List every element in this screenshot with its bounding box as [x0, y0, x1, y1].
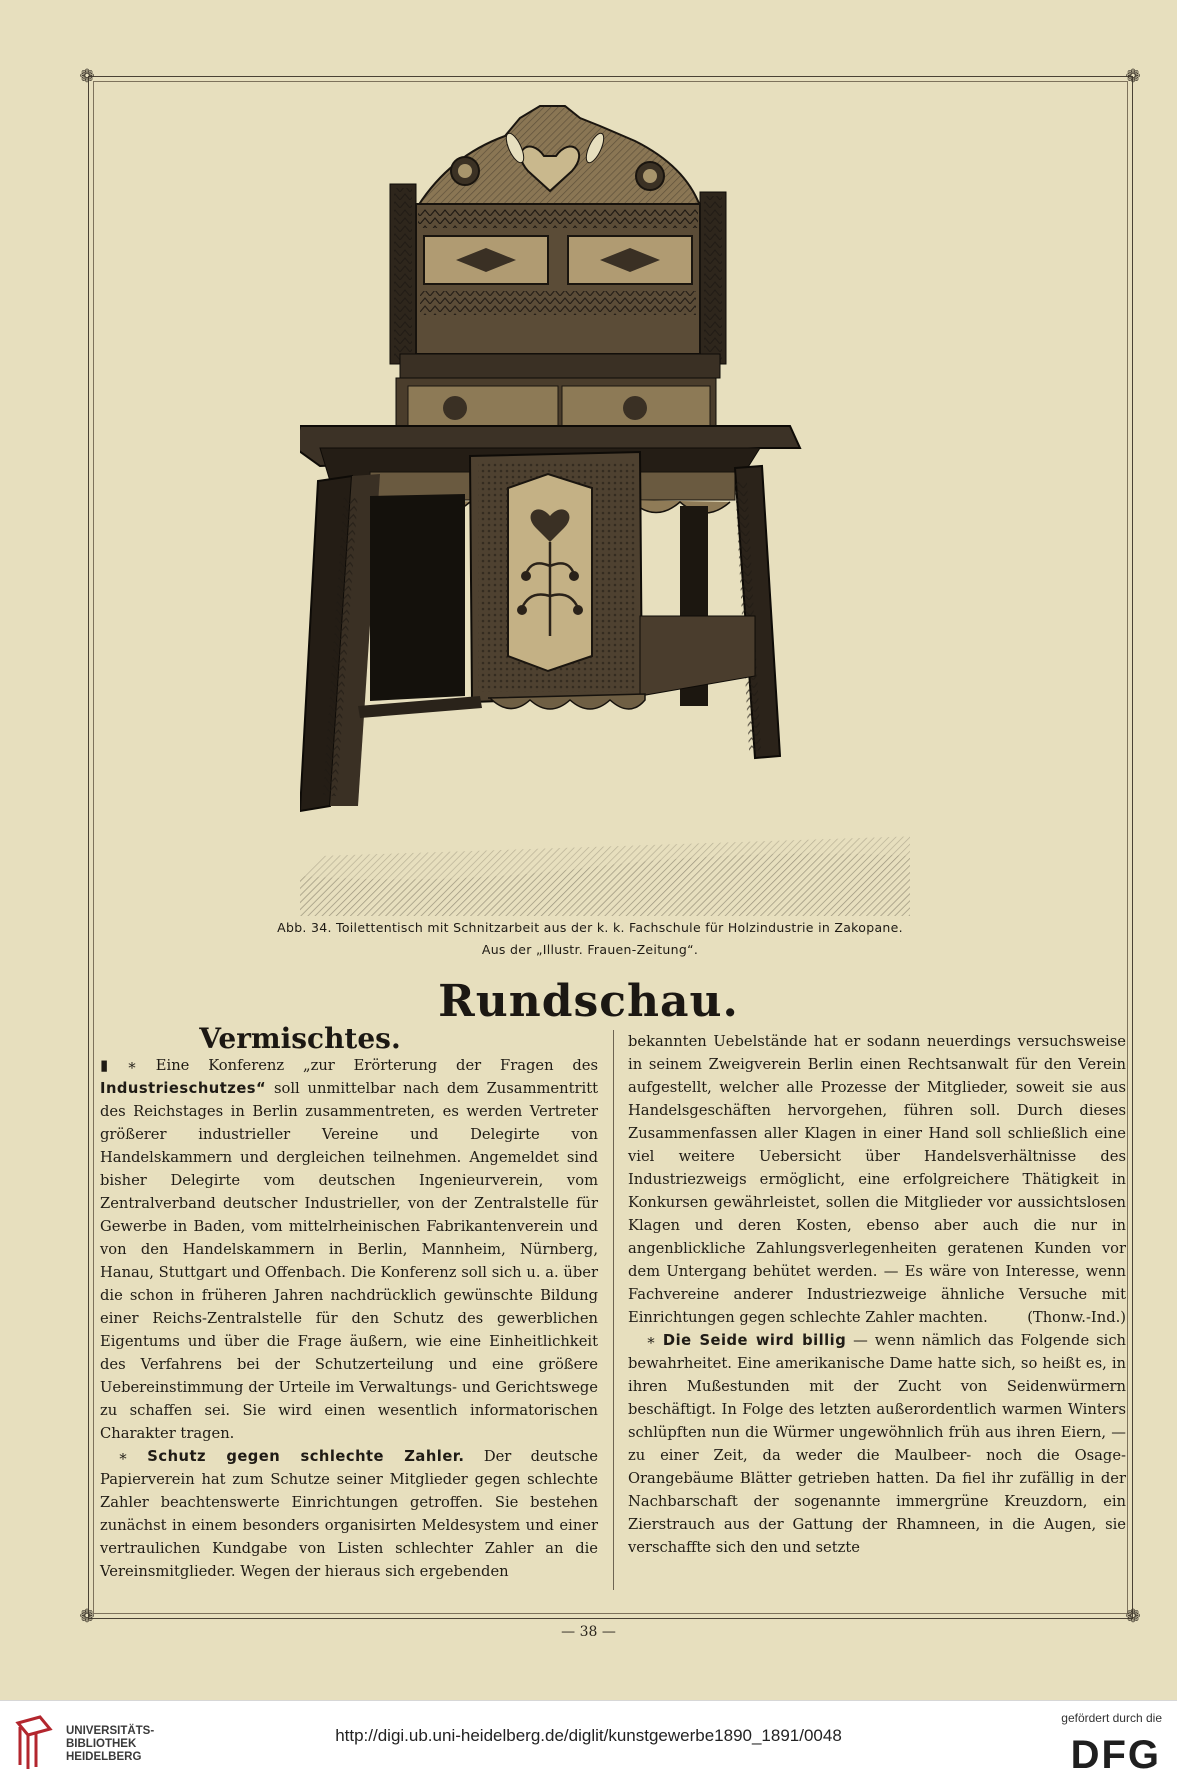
corner-ornament-icon: ❁ — [1125, 66, 1141, 87]
article-intro: Eine Konferenz „zur Erörterung der Fragen des — [155, 1057, 599, 1074]
star-marker: ∗ — [118, 1448, 128, 1465]
article-lead: — wenn nämlich das Folgende sich bewahrheitet. — [628, 1332, 1127, 1372]
subsection-title: Vermischtes. — [199, 1022, 401, 1055]
figure-caption-line-2: Aus der „Illustr. Frauen-Zeitung“. — [481, 942, 699, 957]
footer-bar — [0, 1700, 1177, 1787]
article-body: Der deutsche Papierverein hat zum Schutze seiner Mitglieder gegen schlechte Zahler beachtenswerte Einrichtungen getroffen. Sie bestehen zunächst in einem besonders organisirten Meldesystem und einer vertraulichen Kundgabe von Listen schlechter Zahler an die Vereinsmitglieder. Wegen der hieraus sich ergebenden — [100, 1448, 598, 1580]
furniture-illustration — [300, 96, 910, 916]
page-number: — 38 — — [561, 1624, 616, 1640]
article-continuation — [628, 1030, 1126, 1329]
article-body-continued: bekannten Uebelstände hat er sodann neuerdings versuchsweise in seinem Zweigverein Berlin einen Rechtsanwalt für den Verein aufgestellt, welcher alle Prozesse der Mitglieder, soweit sie aus Handelsgeschäften hervorgehen, führen soll. Durch dieses Zusammenfassen aller Klagen in einer Hand soll schließlich eine viel weitere Uebersicht über Handelsverhältnisse des Industriezweigs ermöglicht, eine erfolgreichere Thätigkeit in Konkursen gewährleistet, sollen die Mitglieder vor aussichtslosen Klagen und deren Kosten, ebenso aber auch die nur in angenblickliche Zahlungsverlegenheiten geratenen Kunden vor dem Untergang behütet werden. — Es wäre von Interesse, wenn Fachvereine anderer Industriezweige ähnliche Versuche mit Einrichtungen gegen schlechte Zahler machten. — [628, 1033, 1126, 1326]
library-name-line-3: HEIDELBERG — [66, 1751, 142, 1763]
figure-caption-line-1: Abb. 34. Toilettentisch mit Schnitzarbeit aus der k. k. Fachschule für Holzindustrie in Zakopane. — [277, 920, 903, 935]
permalink-url[interactable]: http://digi.ub.uni-heidelberg.de/diglit/kunstgewerbe1890_1891/0048 — [335, 1726, 842, 1745]
corner-ornament-icon: ❁ — [79, 66, 95, 87]
article-body: soll unmittelbar nach dem Zusammentritt des Reichstages in Berlin zusammentreten, es werden Vertreter größerer industrieller Vereine und Delegirte von Handelskammern und dergleichen teilnehmen. Angemeldet sind bisher Delegirte vom deutschen Ingenieurverein, vom Zentralverband deutscher Industrieller, von der Zentralstelle für Gewerbe in Baden, vom mittelrheinischen Fabrikantenverein und von den Handelskammern in Berlin, Mannheim, Nürnberg, Hanau, Stuttgart und Offenbach. Die Konferenz soll sich u. a. über die schon in früheren Jahren nachdrücklich gewünschte Bildung einer Reichs-Zentralstelle für den Schutz des gewerblichen Eigentums und über die Frage äußern, wie eine Einheitlichkeit des Verfahrens bei der Schutzerteilung und eine größere Uebereinstimmung der Urteile im Verwaltungs- und Gerichtswege zu schaffen sei. Sie wird einen wesentlich informatorischen Charakter tragen. — [100, 1080, 598, 1442]
star-marker: ∗ — [126, 1057, 137, 1074]
section-title: Rundschau. — [438, 976, 739, 1027]
library-name-line-1: UNIVERSITÄTS- — [66, 1725, 155, 1737]
corner-ornament-icon: ❁ — [1125, 1606, 1141, 1627]
dfg-logo[interactable]: DFG — [1070, 1733, 1161, 1777]
article-seide — [628, 1329, 1126, 1559]
corner-ornament-icon: ❁ — [79, 1606, 95, 1627]
article-heading: Die Seide wird billig — [662, 1332, 847, 1349]
paragraph-marker: ▮ — [100, 1057, 109, 1074]
article-industrieschutz — [100, 1054, 598, 1445]
funded-by-label: gefördert durch die — [1061, 1711, 1162, 1725]
article-heading: Schutz gegen schlechte Zahler. — [147, 1448, 465, 1465]
article-body: Eine amerikanische Dame hatte sich, so heißt es, in ihren Mußestunden mit der Zucht von Seidenwürmern beschäftigt. In Folge des letzten außerordentlich warmen Winters schlüpften nun die Würmer ungewöhnlich früh aus ihren Eiern, — zu einer Zeit, da weder die Maulbeer- noch die Osage-Orangebäume Blätter getrieben hatten. Da fiel ihr zufällig in der Nachbarschaft der sogenannte immergrüne Kreuzdorn, ein Zierstrauch aus der Gattung der Rhamneen, in die Augen, sie verschaffte sich den und setzte — [628, 1355, 1126, 1556]
library-name-line-2: BIBLIOTHEK — [66, 1738, 137, 1750]
right-column — [628, 1030, 1126, 1559]
column-divider — [613, 1030, 614, 1590]
article-schutz-zahler — [100, 1445, 598, 1583]
star-marker: ∗ — [646, 1332, 656, 1349]
article-heading: Industrieschutzes“ — [100, 1080, 267, 1097]
article-source: (Thonw.-Ind.) — [1027, 1309, 1126, 1326]
left-column — [100, 1054, 598, 1583]
